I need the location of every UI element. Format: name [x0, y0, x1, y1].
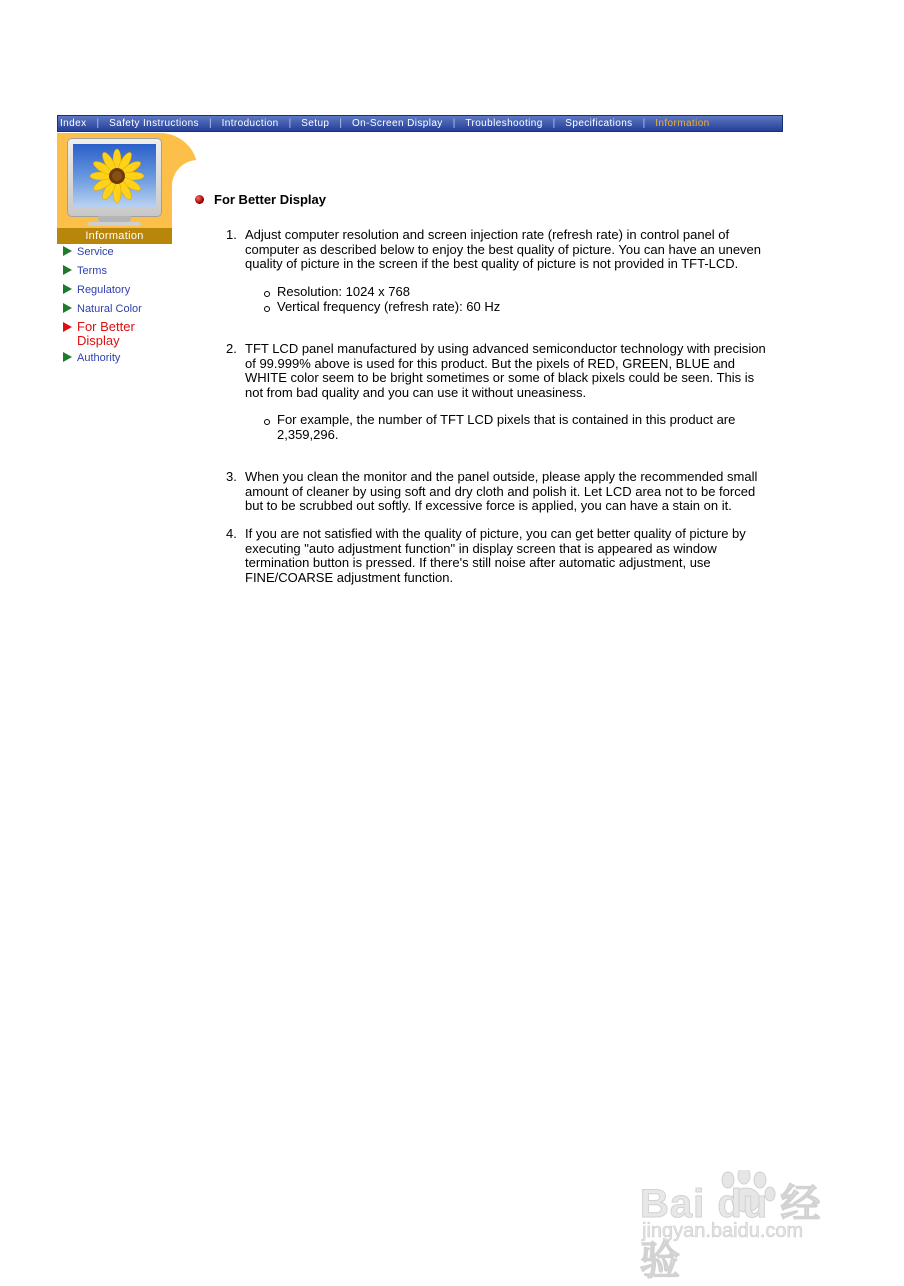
list-item: [226, 527, 766, 585]
monitor-screen: [73, 144, 156, 207]
triangle-right-icon: [63, 265, 72, 275]
triangle-right-icon: [63, 284, 72, 294]
nav-separator: |: [96, 118, 100, 129]
circle-bullet-icon: [264, 419, 270, 425]
sub-list: [264, 413, 754, 442]
sub-list-item-text: Resolution: 1024 x 768: [277, 284, 410, 299]
list-item-text: When you clean the monitor and the panel outside, please apply the recommended small amount of cleaner by using soft and dry cloth and polish it. Let LCD area not to be forced but to be scrubbed out softly. If excessive force is applied, you can have a stain on it.: [245, 469, 758, 513]
nav-specifications[interactable]: Specifications: [565, 118, 633, 129]
list-item: [226, 470, 766, 514]
list-item: [226, 228, 766, 272]
list-item-text: If you are not satisfied with the quality of picture, you can get better quality of picture by executing "auto adjustment function" in display screen that is appeared as window termination button is pressed. If there's still noise after automatic adjustment, use FINE/COARSE adjustment function.: [245, 526, 746, 585]
sub-list-item: [264, 285, 754, 300]
sidebar-item-label: Natural Color: [77, 303, 142, 315]
list-item-number: 4.: [226, 526, 237, 541]
triangle-right-icon: [63, 352, 72, 362]
circle-bullet-icon: [264, 291, 270, 297]
nav-separator: |: [552, 118, 556, 129]
nav-setup[interactable]: Setup: [301, 118, 330, 129]
nav-separator: |: [288, 118, 292, 129]
watermark-brand: Bai du 经验: [640, 1182, 822, 1283]
section-heading: [195, 192, 326, 207]
nav-separator: |: [452, 118, 456, 129]
circle-bullet-icon: [264, 306, 270, 312]
triangle-right-icon: [63, 303, 72, 313]
nav-separator: |: [339, 118, 342, 129]
list-item-number: 3.: [226, 469, 237, 484]
sub-list-item-text: For example, the number of TFT LCD pixels that is contained in this product are 2,359,296.: [277, 412, 736, 442]
nav-troubleshooting[interactable]: Troubleshooting: [465, 118, 543, 129]
list-item: [226, 342, 766, 400]
sunflower-icon: [73, 144, 156, 207]
sidebar-item-label: For Better Display: [77, 319, 135, 348]
sidebar-item-service[interactable]: [63, 246, 183, 259]
sub-list: [264, 285, 754, 314]
list-item-text: TFT LCD panel manufactured by using advanced semiconductor technology with precision of 99.999% above is used for this product. But the pixels of RED, GREEN, BLUE and WHITE color seem to be bright sometimes or some of black pixels could be seen. This is not from bad quality and you can use it without uneasiness.: [245, 341, 766, 400]
nav-safety-instructions[interactable]: Safety Instructions: [109, 118, 199, 129]
list-item-number: 2.: [226, 341, 237, 356]
sidebar-item-for-better-display[interactable]: [63, 320, 143, 348]
sub-list-item-text: Vertical frequency (refresh rate): 60 Hz: [277, 298, 501, 314]
red-bullet-icon: [195, 195, 204, 204]
nav-on-screen-display[interactable]: On-Screen Display: [351, 118, 443, 129]
monitor-stand-base: [88, 222, 141, 226]
sidebar-item-label: Terms: [77, 265, 107, 277]
sidebar-item-authority[interactable]: [63, 352, 183, 365]
sidebar-item-regulatory[interactable]: [63, 284, 183, 297]
top-nav-bar: [57, 115, 783, 132]
list-item-text: Adjust computer resolution and screen injection rate (refresh rate) in control panel of computer as described below to enjoy the best quality of picture. You can have an uneven quality of picture in the screen if the best quality of picture is not provided in TFT-LCD.: [245, 227, 762, 271]
sidebar-item-label: Service: [77, 246, 114, 258]
sidebar-menu: [63, 246, 183, 365]
sub-list-item: [264, 413, 754, 442]
nav-separator: |: [208, 118, 212, 129]
sidebar-item-label: Authority: [77, 352, 121, 364]
nav-separator: |: [642, 118, 646, 129]
nav-introduction[interactable]: Introduction: [221, 118, 279, 129]
sidebar-item-natural-color[interactable]: [63, 303, 183, 316]
sidebar-item-label: Regulatory: [77, 284, 131, 296]
baidu-watermark: [640, 1170, 860, 1283]
nav-index[interactable]: Index: [60, 118, 87, 129]
sidebar-item-terms[interactable]: [63, 265, 183, 278]
triangle-right-icon: [63, 246, 72, 256]
sidebar-header-label: Information: [57, 228, 172, 244]
triangle-right-icon: [63, 322, 72, 332]
list-item-number: 1.: [226, 227, 237, 242]
watermark-url: jingyan.baidu.com: [642, 1220, 804, 1242]
monitor-image: [68, 139, 161, 216]
nav-information[interactable]: Information: [655, 118, 710, 129]
page-title: For Better Display: [214, 192, 326, 207]
sub-list-item: [264, 300, 754, 315]
